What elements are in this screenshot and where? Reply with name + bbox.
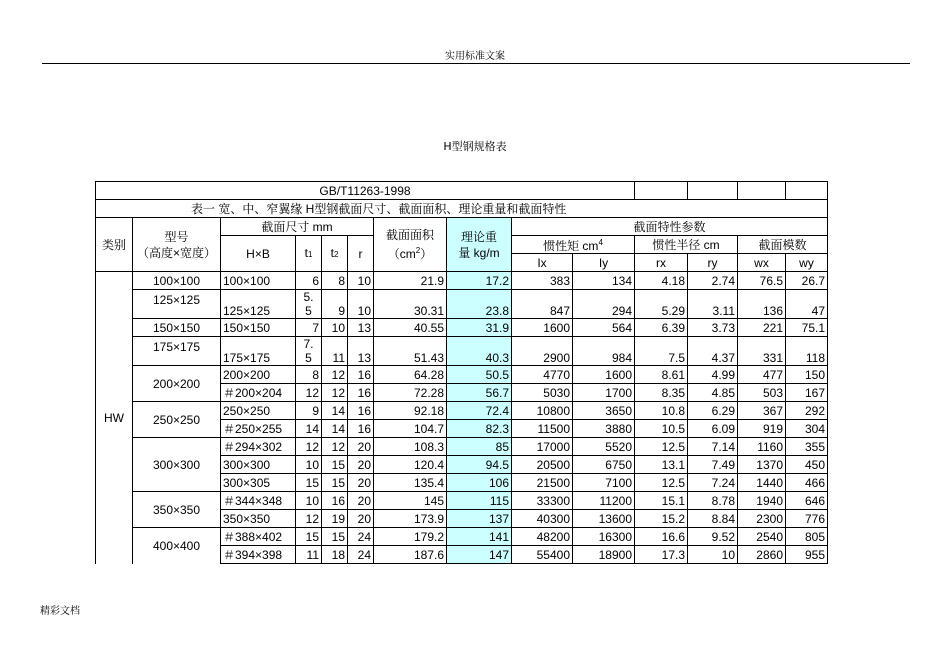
hb-cell: 175×175 bbox=[221, 337, 296, 366]
iy-cell: 13600 bbox=[573, 510, 635, 528]
wx-cell: 1440 bbox=[738, 474, 786, 492]
area-cell: 40.55 bbox=[374, 319, 447, 337]
wx-cell: 1160 bbox=[738, 438, 786, 456]
header-t2-sub: 2 bbox=[333, 249, 339, 259]
t2-cell: 15 bbox=[322, 528, 348, 546]
ry-cell: 3.73 bbox=[688, 319, 738, 337]
model-cell: 100×100 bbox=[133, 272, 221, 290]
t2-cell: 18 bbox=[322, 546, 348, 564]
area-cell: 92.18 bbox=[374, 402, 447, 420]
wy-cell: 450 bbox=[786, 456, 828, 474]
model-cell: 350×350 bbox=[133, 492, 221, 528]
table-row bbox=[96, 272, 828, 290]
area-cell: 179.2 bbox=[374, 528, 447, 546]
hb-cell: ＃388×402 bbox=[221, 528, 296, 546]
iy-cell: 294 bbox=[573, 290, 635, 319]
area-cell: 135.4 bbox=[374, 474, 447, 492]
page-header: 实用标准文案 bbox=[445, 51, 505, 62]
t1-cell: 15 bbox=[296, 528, 322, 546]
empty-cell bbox=[786, 182, 828, 200]
table-caption-row bbox=[96, 200, 828, 218]
iy-cell: 984 bbox=[573, 337, 635, 366]
wy-cell: 304 bbox=[786, 420, 828, 438]
model-cell: 200×200 bbox=[133, 366, 221, 402]
rx-cell: 13.1 bbox=[635, 456, 688, 474]
wx-cell: 2540 bbox=[738, 528, 786, 546]
t1-cell-top: 7. bbox=[303, 337, 314, 351]
ix-cell: 48200 bbox=[512, 528, 573, 546]
hb-cell: 200×200 bbox=[221, 366, 296, 384]
t2-cell: 12 bbox=[322, 438, 348, 456]
table-row bbox=[96, 366, 828, 384]
hb-cell: ＃344×348 bbox=[221, 492, 296, 510]
iy-cell: 1700 bbox=[573, 384, 635, 402]
weight-cell: 82.3 bbox=[447, 420, 512, 438]
t1-cell: 6 bbox=[296, 272, 322, 290]
hb-cell: ＃200×204 bbox=[221, 384, 296, 402]
t2-cell: 9 bbox=[322, 290, 348, 319]
t2-cell: 19 bbox=[322, 510, 348, 528]
ix-cell: 383 bbox=[512, 272, 573, 290]
area-cell: 64.28 bbox=[374, 366, 447, 384]
header-inertia-label: 惯性矩 cm bbox=[543, 239, 599, 253]
header-t1-sub: 1 bbox=[307, 249, 313, 259]
table-row bbox=[96, 402, 828, 420]
rx-cell: 10.8 bbox=[635, 402, 688, 420]
r-cell: 13 bbox=[348, 337, 374, 366]
empty-cell bbox=[688, 182, 738, 200]
t1-cell: 9 bbox=[296, 402, 322, 420]
empty-cell bbox=[738, 182, 786, 200]
wx-cell: 1940 bbox=[738, 492, 786, 510]
wx-cell: 919 bbox=[738, 420, 786, 438]
header-area-unit-end: ） bbox=[420, 247, 433, 261]
ry-cell: 8.78 bbox=[688, 492, 738, 510]
iy-cell: 11200 bbox=[573, 492, 635, 510]
model-cell: 300×300 bbox=[133, 438, 221, 492]
header-hb: H×B bbox=[221, 236, 296, 272]
ry-cell: 4.85 bbox=[688, 384, 738, 402]
header-ix: Ix bbox=[512, 254, 573, 272]
table-row bbox=[96, 528, 828, 546]
r-cell: 24 bbox=[348, 528, 374, 546]
r-cell: 20 bbox=[348, 438, 374, 456]
wx-cell: 331 bbox=[738, 337, 786, 366]
weight-cell: 147 bbox=[447, 546, 512, 564]
ry-cell: 6.09 bbox=[688, 420, 738, 438]
wx-cell: 2300 bbox=[738, 510, 786, 528]
t2-cell: 14 bbox=[322, 402, 348, 420]
area-cell: 104.7 bbox=[374, 420, 447, 438]
r-cell: 24 bbox=[348, 546, 374, 564]
standard-code: GB/T11263-1998 bbox=[96, 182, 635, 200]
table-caption: 表一 宽、中、窄翼缘 H型钢截面尺寸、截面面积、理论重量和截面特性 bbox=[96, 200, 828, 218]
header-wx: wx bbox=[738, 254, 786, 272]
iy-cell: 18900 bbox=[573, 546, 635, 564]
table-row bbox=[96, 319, 828, 337]
wy-cell: 292 bbox=[786, 402, 828, 420]
weight-cell: 137 bbox=[447, 510, 512, 528]
rx-cell: 17.3 bbox=[635, 546, 688, 564]
iy-cell: 134 bbox=[573, 272, 635, 290]
t2-cell: 8 bbox=[322, 272, 348, 290]
ix-cell: 2900 bbox=[512, 337, 573, 366]
area-cell: 51.43 bbox=[374, 337, 447, 366]
wy-cell: 805 bbox=[786, 528, 828, 546]
t1-cell: 11 bbox=[296, 546, 322, 564]
header-rx: rx bbox=[635, 254, 688, 272]
wy-cell: 355 bbox=[786, 438, 828, 456]
ix-cell: 55400 bbox=[512, 546, 573, 564]
header-area-label: 截面面积 bbox=[385, 228, 434, 242]
header-weight bbox=[447, 218, 512, 272]
ix-cell: 21500 bbox=[512, 474, 573, 492]
wy-cell: 75.1 bbox=[786, 319, 828, 337]
model-cell: 125×125 bbox=[133, 290, 221, 319]
header-t1-symbol: t bbox=[304, 245, 308, 260]
t1-cell: 12 bbox=[296, 438, 322, 456]
rx-cell: 12.5 bbox=[635, 438, 688, 456]
table-row bbox=[96, 492, 828, 510]
wx-cell: 136 bbox=[738, 290, 786, 319]
area-cell: 145 bbox=[374, 492, 447, 510]
t2-cell: 12 bbox=[322, 366, 348, 384]
weight-cell: 17.2 bbox=[447, 272, 512, 290]
t2-cell: 10 bbox=[322, 319, 348, 337]
ry-cell: 7.14 bbox=[688, 438, 738, 456]
model-cell: 400×400 bbox=[133, 528, 221, 564]
t2-cell: 15 bbox=[322, 456, 348, 474]
table-row bbox=[96, 337, 828, 366]
area-cell: 173.9 bbox=[374, 510, 447, 528]
hb-cell: 350×350 bbox=[221, 510, 296, 528]
r-cell: 10 bbox=[348, 272, 374, 290]
table-row bbox=[96, 438, 828, 456]
ry-cell: 10 bbox=[688, 546, 738, 564]
area-cell: 187.6 bbox=[374, 546, 447, 564]
hb-cell: ＃250×255 bbox=[221, 420, 296, 438]
area-cell: 120.4 bbox=[374, 456, 447, 474]
rx-cell: 10.5 bbox=[635, 420, 688, 438]
t1-cell-bottom: 5 bbox=[305, 304, 312, 318]
ix-cell: 847 bbox=[512, 290, 573, 319]
table-row bbox=[96, 290, 828, 319]
wx-cell: 503 bbox=[738, 384, 786, 402]
iy-cell: 3650 bbox=[573, 402, 635, 420]
t2-cell: 16 bbox=[322, 492, 348, 510]
rx-cell: 16.6 bbox=[635, 528, 688, 546]
rx-cell: 4.18 bbox=[635, 272, 688, 290]
ix-cell: 33300 bbox=[512, 492, 573, 510]
r-cell: 13 bbox=[348, 319, 374, 337]
model-cell: 175×175 bbox=[133, 337, 221, 366]
ix-cell: 40300 bbox=[512, 510, 573, 528]
iy-cell: 7100 bbox=[573, 474, 635, 492]
ry-cell: 2.74 bbox=[688, 272, 738, 290]
wx-cell: 221 bbox=[738, 319, 786, 337]
header-iy: Iy bbox=[573, 254, 635, 272]
wy-cell: 47 bbox=[786, 290, 828, 319]
header-radius: 惯性半径 cm bbox=[635, 236, 738, 254]
rx-cell: 15.1 bbox=[635, 492, 688, 510]
t1-cell: 12 bbox=[296, 384, 322, 402]
wy-cell: 26.7 bbox=[786, 272, 828, 290]
header-weight-unit: 量 kg/m bbox=[458, 245, 500, 260]
rx-cell: 12.5 bbox=[635, 474, 688, 492]
wx-cell: 2860 bbox=[738, 546, 786, 564]
iy-cell: 3880 bbox=[573, 420, 635, 438]
ix-cell: 4770 bbox=[512, 366, 573, 384]
header-modulus: 截面模数 bbox=[738, 236, 828, 254]
header-section-props: 截面特性参数 bbox=[512, 218, 828, 236]
ry-cell: 4.37 bbox=[688, 337, 738, 366]
r-cell: 20 bbox=[348, 510, 374, 528]
wy-cell: 776 bbox=[786, 510, 828, 528]
t1-cell: 10 bbox=[296, 492, 322, 510]
ry-cell: 8.84 bbox=[688, 510, 738, 528]
ry-cell: 7.49 bbox=[688, 456, 738, 474]
header-row-1 bbox=[96, 218, 828, 236]
header-r: r bbox=[348, 236, 374, 272]
iy-cell: 16300 bbox=[573, 528, 635, 546]
category-hw: HW bbox=[96, 272, 133, 564]
empty-cell bbox=[635, 182, 688, 200]
header-t1 bbox=[296, 236, 322, 272]
r-cell: 16 bbox=[348, 402, 374, 420]
weight-cell: 115 bbox=[447, 492, 512, 510]
header-model bbox=[133, 218, 221, 272]
wy-cell: 150 bbox=[786, 366, 828, 384]
area-cell: 108.3 bbox=[374, 438, 447, 456]
t1-cell: 7 bbox=[296, 319, 322, 337]
t1-cell: 12 bbox=[296, 510, 322, 528]
header-model-sub: （高度×宽度） bbox=[136, 245, 216, 260]
hb-cell: 125×125 bbox=[221, 290, 296, 319]
r-cell: 20 bbox=[348, 492, 374, 510]
wy-cell: 646 bbox=[786, 492, 828, 510]
header-wy: wy bbox=[786, 254, 828, 272]
header-inertia-sup: 4 bbox=[598, 238, 603, 247]
rx-cell: 15.2 bbox=[635, 510, 688, 528]
ix-cell: 10800 bbox=[512, 402, 573, 420]
header-model-label: 型号 bbox=[164, 229, 189, 244]
header-inertia bbox=[512, 236, 635, 254]
r-cell: 16 bbox=[348, 384, 374, 402]
t2-cell: 11 bbox=[322, 337, 348, 366]
iy-cell: 5520 bbox=[573, 438, 635, 456]
hb-cell: 250×250 bbox=[221, 402, 296, 420]
header-category: 类别 bbox=[96, 218, 133, 272]
t2-cell: 14 bbox=[322, 420, 348, 438]
document-title: H型钢规格表 bbox=[443, 140, 507, 153]
t2-cell: 15 bbox=[322, 474, 348, 492]
header-t2 bbox=[322, 236, 348, 272]
rx-cell: 8.35 bbox=[635, 384, 688, 402]
header-divider bbox=[42, 63, 910, 64]
ry-cell: 6.29 bbox=[688, 402, 738, 420]
hb-cell: 150×150 bbox=[221, 319, 296, 337]
rx-cell: 7.5 bbox=[635, 337, 688, 366]
ix-cell: 17000 bbox=[512, 438, 573, 456]
weight-cell: 141 bbox=[447, 528, 512, 546]
iy-cell: 1600 bbox=[573, 366, 635, 384]
ix-cell: 5030 bbox=[512, 384, 573, 402]
t1-cell bbox=[296, 290, 322, 319]
hb-cell: ＃294×302 bbox=[221, 438, 296, 456]
weight-cell: 85 bbox=[447, 438, 512, 456]
ry-cell: 7.24 bbox=[688, 474, 738, 492]
t1-cell: 14 bbox=[296, 420, 322, 438]
ry-cell: 9.52 bbox=[688, 528, 738, 546]
wy-cell: 118 bbox=[786, 337, 828, 366]
model-cell: 150×150 bbox=[133, 319, 221, 337]
h-beam-spec-table bbox=[95, 181, 828, 564]
wy-cell: 167 bbox=[786, 384, 828, 402]
wy-cell: 955 bbox=[786, 546, 828, 564]
ix-cell: 11500 bbox=[512, 420, 573, 438]
t1-cell-bottom: 5 bbox=[305, 351, 312, 365]
model-cell: 250×250 bbox=[133, 402, 221, 438]
ix-cell: 20500 bbox=[512, 456, 573, 474]
hb-cell: 300×300 bbox=[221, 456, 296, 474]
weight-cell: 23.8 bbox=[447, 290, 512, 319]
weight-cell: 50.5 bbox=[447, 366, 512, 384]
area-cell: 72.28 bbox=[374, 384, 447, 402]
wx-cell: 367 bbox=[738, 402, 786, 420]
t1-cell-top: 5. bbox=[303, 290, 314, 304]
wx-cell: 76.5 bbox=[738, 272, 786, 290]
table-standard-row bbox=[96, 182, 828, 200]
wx-cell: 477 bbox=[738, 366, 786, 384]
r-cell: 16 bbox=[348, 366, 374, 384]
rx-cell: 8.61 bbox=[635, 366, 688, 384]
header-section-size: 截面尺寸 mm bbox=[221, 218, 374, 236]
header-weight-label: 理论重 bbox=[460, 229, 497, 244]
t1-cell: 10 bbox=[296, 456, 322, 474]
area-cell: 21.9 bbox=[374, 272, 447, 290]
header-area-unit: （cm bbox=[387, 247, 416, 261]
rx-cell: 6.39 bbox=[635, 319, 688, 337]
t1-cell bbox=[296, 337, 322, 366]
t1-cell: 8 bbox=[296, 366, 322, 384]
ix-cell: 1600 bbox=[512, 319, 573, 337]
weight-cell: 94.5 bbox=[447, 456, 512, 474]
iy-cell: 6750 bbox=[573, 456, 635, 474]
weight-cell: 72.4 bbox=[447, 402, 512, 420]
rx-cell: 5.29 bbox=[635, 290, 688, 319]
t2-cell: 12 bbox=[322, 384, 348, 402]
wx-cell: 1370 bbox=[738, 456, 786, 474]
ry-cell: 4.99 bbox=[688, 366, 738, 384]
ry-cell: 3.11 bbox=[688, 290, 738, 319]
r-cell: 20 bbox=[348, 474, 374, 492]
weight-cell: 31.9 bbox=[447, 319, 512, 337]
weight-cell: 40.3 bbox=[447, 337, 512, 366]
header-ry: ry bbox=[688, 254, 738, 272]
t1-cell: 15 bbox=[296, 474, 322, 492]
hb-cell: ＃394×398 bbox=[221, 546, 296, 564]
r-cell: 10 bbox=[348, 290, 374, 319]
header-area bbox=[374, 218, 447, 272]
area-cell: 30.31 bbox=[374, 290, 447, 319]
r-cell: 20 bbox=[348, 456, 374, 474]
header-t2-symbol: t bbox=[330, 245, 334, 260]
weight-cell: 56.7 bbox=[447, 384, 512, 402]
page-footer: 精彩文档 bbox=[40, 606, 80, 617]
wy-cell: 466 bbox=[786, 474, 828, 492]
header-area-unit-sup: 2 bbox=[415, 246, 421, 255]
r-cell: 16 bbox=[348, 420, 374, 438]
iy-cell: 564 bbox=[573, 319, 635, 337]
hb-cell: 100×100 bbox=[221, 272, 296, 290]
hb-cell: 300×305 bbox=[221, 474, 296, 492]
weight-cell: 106 bbox=[447, 474, 512, 492]
